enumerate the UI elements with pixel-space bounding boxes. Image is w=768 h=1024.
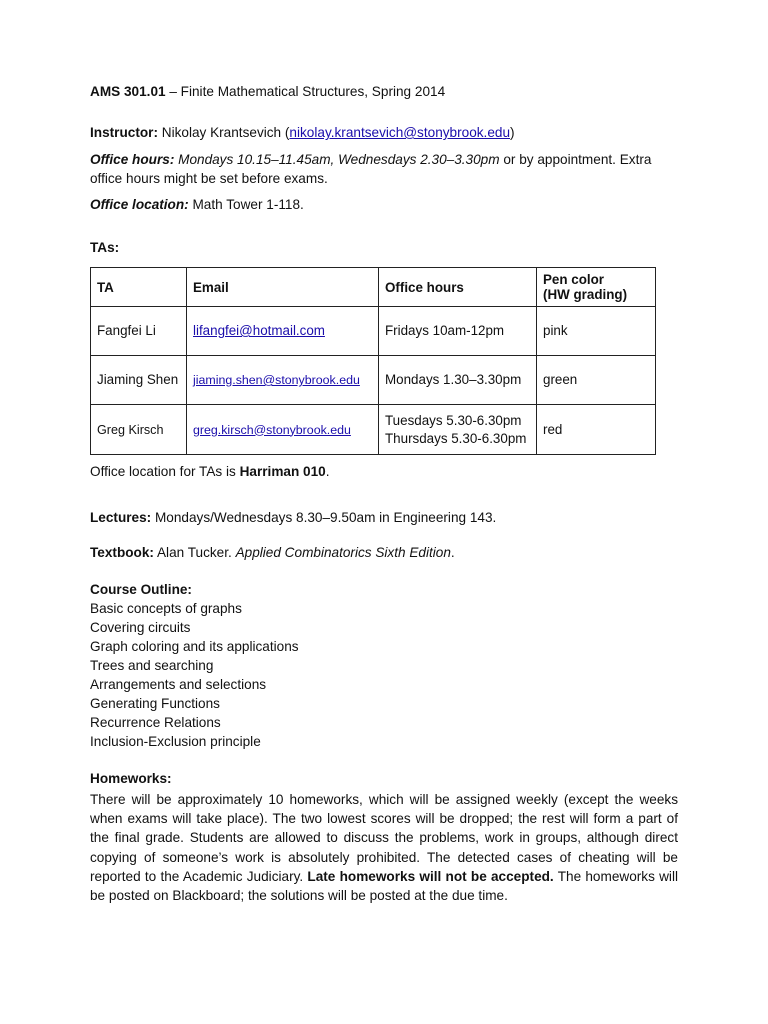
office-location-value: Math Tower 1-118. — [188, 197, 304, 212]
ta-office-hours: Mondays 1.30–3.30pm — [379, 356, 537, 405]
lectures-value: Mondays/Wednesdays 8.30–9.50am in Engineering 143. — [151, 510, 497, 525]
ta-office-hours — [379, 405, 537, 455]
homeworks-paragraph — [90, 790, 678, 905]
office-hours-rest: or by appointment. Extra — [499, 152, 652, 167]
header-pen-color-line2: (HW grading) — [543, 287, 628, 302]
course-outline-heading: Course Outline: — [90, 582, 192, 597]
office-hours-label: Office hours: — [90, 152, 175, 167]
homeworks-text-1: There will be approximately 10 homeworks, which will be assigned weekly (except the weeks when exams will take place). The two lowest scores will be dropped; the rest will form a part of the final grade. Students are allowed to discuss the problems, work in groups, although direct copying of someone’s work is absolutely prohibited. The detected cases of cheating will be reported to the Academic Judiciary. — [90, 792, 678, 884]
ta-office-hours: Fridays 10am-12pm — [379, 307, 537, 356]
ta-office-hours-line2: Thursdays 5.30-6.30pm — [385, 430, 527, 446]
header-email: Email — [187, 268, 379, 307]
lectures-line — [90, 509, 496, 527]
ta-email-link[interactable]: greg.kirsch@stonybrook.edu — [193, 422, 351, 437]
course-code: AMS 301.01 — [90, 84, 166, 99]
list-item: Covering circuits — [90, 620, 191, 635]
list-item: Graph coloring and its applications — [90, 639, 299, 654]
list-item: Arrangements and selections — [90, 677, 267, 692]
tas-heading: TAs: — [90, 240, 120, 255]
instructor-label: Instructor: — [90, 125, 158, 140]
list-item: Inclusion-Exclusion principle — [90, 734, 261, 749]
instructor-line — [90, 124, 515, 142]
ta-location-prefix: Office location for TAs is — [90, 464, 240, 479]
office-hours-times: Mondays 10.15–11.45am, Wednesdays 2.30–3.30pm — [174, 152, 500, 167]
ta-table-header — [91, 268, 656, 307]
table-row — [91, 405, 656, 455]
ta-name: Greg Kirsch — [91, 405, 187, 455]
homeworks-heading: Homeworks: — [90, 771, 172, 786]
ta-email-link[interactable]: lifangfei@hotmail.com — [193, 323, 325, 338]
ta-pen-color: green — [537, 356, 656, 405]
instructor-close: ) — [510, 125, 515, 140]
homeworks-late-policy: Late homeworks will not be accepted. — [307, 868, 554, 884]
list-item: Generating Functions — [90, 696, 220, 711]
office-location-line — [90, 196, 304, 214]
textbook-end: . — [450, 545, 455, 560]
ta-pen-color: pink — [537, 307, 656, 356]
lectures-label: Lectures: — [90, 510, 152, 525]
ta-name: Fangfei Li — [91, 307, 187, 356]
header-ta: TA — [91, 268, 187, 307]
office-hours-line — [90, 151, 651, 169]
ta-pen-color: red — [537, 405, 656, 455]
list-item: Trees and searching — [90, 658, 214, 673]
ta-name: Jiaming Shen — [91, 356, 187, 405]
ta-table — [90, 267, 656, 455]
course-description: – Finite Mathematical Structures, Spring 2014 — [165, 84, 446, 99]
table-row — [91, 307, 656, 356]
ta-location-suffix: . — [325, 464, 330, 479]
office-location-label: Office location: — [90, 197, 189, 212]
header-pen-color-line1: Pen color — [543, 272, 605, 287]
ta-location-place: Harriman 010 — [239, 464, 326, 479]
instructor-name: Nikolay Krantsevich ( — [157, 125, 290, 140]
textbook-line — [90, 544, 455, 562]
textbook-author: Alan Tucker. — [153, 545, 236, 560]
homeworks-text-2: The homeworks will be posted on Blackboard; the solutions will be posted at the due time. — [90, 868, 678, 904]
ta-location-line — [90, 463, 330, 481]
textbook-label: Textbook: — [90, 545, 154, 560]
course-title — [90, 83, 445, 101]
ta-email-link[interactable]: jiaming.shen@stonybrook.edu — [193, 373, 360, 387]
list-item: Recurrence Relations — [90, 715, 221, 730]
list-item: Basic concepts of graphs — [90, 601, 242, 616]
table-row — [91, 356, 656, 405]
instructor-email-link[interactable]: nikolay.krantsevich@stonybrook.edu — [289, 125, 511, 140]
header-office-hours: Office hours — [379, 268, 537, 307]
office-hours-line-2: office hours might be set before exams. — [90, 171, 328, 186]
header-pen-color — [537, 268, 656, 307]
textbook-title: Applied Combinatorics Sixth Edition — [235, 545, 451, 560]
ta-office-hours-line1: Tuesdays 5.30-6.30pm — [385, 412, 522, 428]
